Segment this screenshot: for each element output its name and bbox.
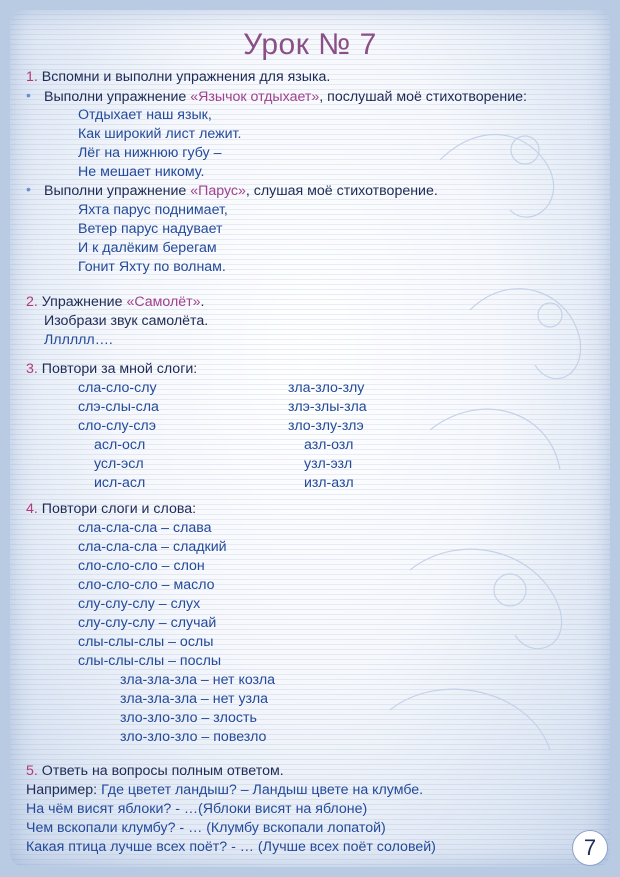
- syllable-left: асл-осл: [94, 437, 146, 453]
- syllable-left: сло-слу-слэ: [78, 418, 156, 434]
- section-3-heading: [26, 360, 197, 378]
- syllable-right: злэ-злы-зла: [288, 399, 367, 415]
- example-label: Например:: [26, 782, 98, 798]
- poem-line: Ветер парус надувает: [78, 221, 223, 237]
- lesson-title: Урок № 7: [243, 28, 377, 61]
- exercise-name: «Язычок отдыхает»: [190, 89, 320, 105]
- word-line: сла-сла-сла – слава: [78, 520, 212, 536]
- word-line: зла-зла-зла – нет козла: [120, 672, 276, 688]
- exercise-prefix: Выполни упражнение: [44, 89, 191, 105]
- syllable-left: усл-эсл: [94, 456, 144, 472]
- section-3-text: Повтори за мной слоги:: [41, 361, 198, 377]
- exercise-name: «Парус»: [190, 183, 246, 199]
- worksheet-page: [10, 10, 610, 867]
- exercise-suffix: , послушай моё стихотворение:: [319, 89, 527, 105]
- section-5-heading: [26, 762, 284, 780]
- section-4-heading: [26, 500, 196, 518]
- section-1-number: 1.: [26, 69, 38, 85]
- section-3-number: 3.: [26, 361, 38, 377]
- section-2-heading: [26, 293, 204, 311]
- word-line: сло-сло-сло – масло: [78, 577, 215, 593]
- word-line: сло-сло-сло – слон: [78, 558, 205, 574]
- question-line: Чем вскопали клумбу? - … (Клумбу вскопали лопатой): [26, 820, 386, 836]
- exercise-suffix: .: [200, 294, 205, 310]
- section-5-number: 5.: [26, 763, 38, 779]
- syllable-right: зла-зло-злу: [288, 380, 365, 396]
- word-line: слу-слу-слу – случай: [78, 615, 217, 631]
- example-text: Где цветет ландыш? – Ландыш цвете на клумбе.: [97, 782, 424, 798]
- section-5-text: Ответь на вопросы полным ответом.: [41, 763, 284, 779]
- section-1-heading: [26, 68, 330, 86]
- exercise-suffix: , слушая моё стихотворение.: [245, 183, 438, 199]
- poem-line: Лёг на нижнюю губу –: [78, 145, 222, 161]
- syllable-left: сла-сло-слу: [78, 380, 157, 396]
- syllable-right: изл-азл: [304, 475, 354, 491]
- exercise-prefix: Упражнение: [41, 294, 127, 310]
- bullet-icon: •: [26, 181, 31, 197]
- poem-line: И к далёким берегам: [78, 240, 217, 256]
- word-line: слы-слы-слы – послы: [78, 653, 222, 669]
- sound-text: Лллллл….: [44, 332, 113, 348]
- question-line: Какая птица лучше всех поёт? - … (Лучше всех поёт соловей): [26, 839, 436, 855]
- word-line: зло-зло-зло – злость: [120, 710, 257, 726]
- word-line: зла-зла-зла – нет узла: [120, 691, 269, 707]
- section-4-number: 4.: [26, 501, 38, 517]
- exercise-sail: [44, 182, 438, 200]
- question-line: На чём висят яблоки? - …(Яблоки висят на яблоне): [26, 801, 368, 817]
- page-number: 7: [572, 830, 608, 866]
- instruction-text: Изобрази звук самолёта.: [44, 313, 209, 329]
- syllable-left: исл-асл: [94, 475, 146, 491]
- section-2-number: 2.: [26, 294, 38, 310]
- word-line: зло-зло-зло – повезло: [120, 729, 267, 745]
- exercise-name: «Самолёт»: [126, 294, 201, 310]
- section-4-text: Повтори слоги и слова:: [41, 501, 197, 517]
- syllable-right: азл-озл: [304, 437, 354, 453]
- section-1-text: Вспомни и выполни упражнения для языка.: [41, 69, 331, 85]
- poem-line: Как широкий лист лежит.: [78, 126, 242, 142]
- poem-line: Яхта парус поднимает,: [78, 202, 228, 218]
- exercise-prefix: Выполни упражнение: [44, 183, 191, 199]
- exercise-tongue-rest: [44, 88, 527, 106]
- poem-line: Не мешает никому.: [78, 164, 205, 180]
- word-line: слу-слу-слу – слух: [78, 596, 201, 612]
- example-line: [26, 781, 423, 799]
- syllable-left: слэ-слы-сла: [78, 399, 159, 415]
- word-line: слы-слы-слы – ослы: [78, 634, 214, 650]
- word-line: сла-сла-сла – сладкий: [78, 539, 227, 555]
- bullet-icon: •: [26, 87, 31, 103]
- poem-line: Отдыхает наш язык,: [78, 107, 212, 123]
- syllable-right: зло-злу-злэ: [288, 418, 364, 434]
- poem-line: Гонит Яхту по волнам.: [78, 259, 226, 275]
- syllable-right: узл-эзл: [304, 456, 353, 472]
